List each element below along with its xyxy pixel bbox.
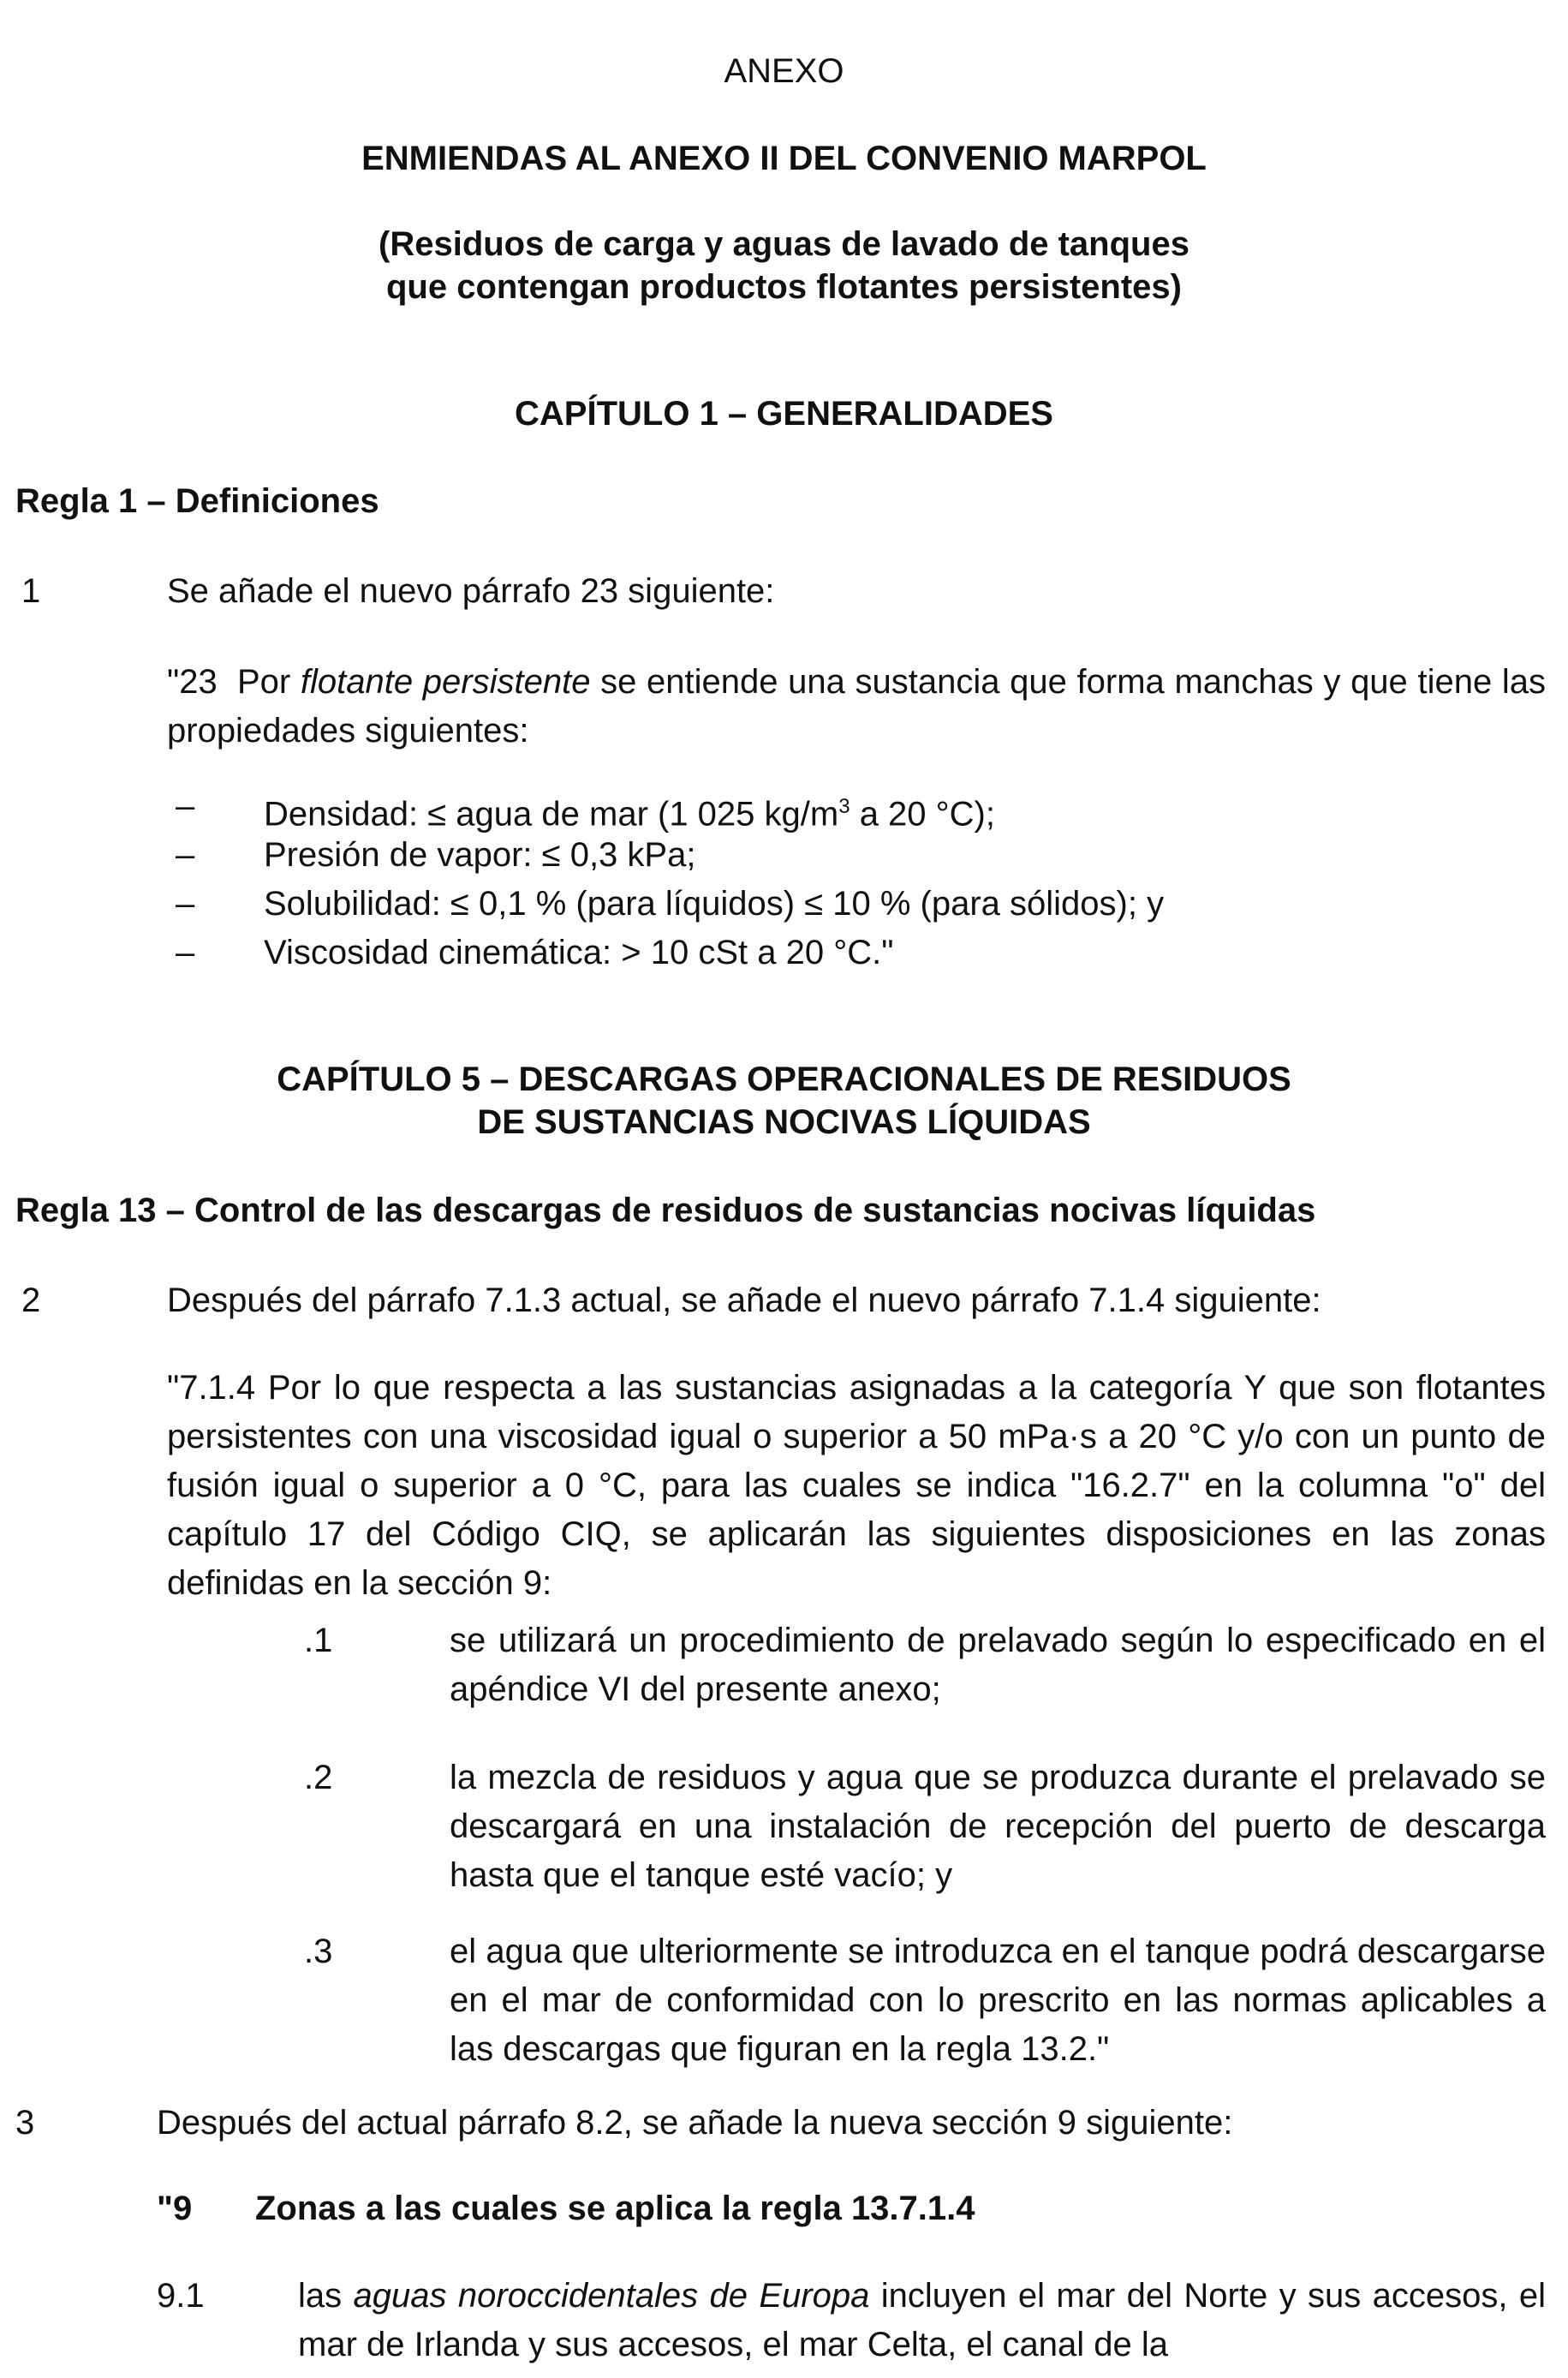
paragraph-23-rest: se entiende una sustancia que forma manchas y que tiene las propiedades siguientes: [167, 663, 1546, 750]
section-9-title: Zonas a las cuales se aplica la regla 13.7.1.4 [255, 2190, 975, 2227]
superscript-3: 3 [838, 795, 850, 818]
item-number: .3 [304, 1933, 333, 1970]
chapter-5-heading-line-2: DE SUSTANCIAS NOCIVAS LÍQUIDAS [477, 1103, 1091, 1141]
paragraph-9-1 [298, 2272, 1546, 2369]
chapter-1-heading: CAPÍTULO 1 – GENERALIDADES [515, 395, 1053, 433]
property-density-text: Densidad: ≤ agua de mar (1 025 kg/m [264, 795, 839, 833]
item-number: .2 [304, 1759, 333, 1796]
amendment-1-text: Se añade el nuevo párrafo 23 siguiente: [167, 572, 775, 610]
item-number: .1 [304, 1622, 333, 1659]
property-density-end: a 20 °C); [850, 795, 995, 833]
bullet-dash: – [176, 934, 195, 971]
amendment-number-3: 3 [15, 2104, 35, 2142]
subtitle-line-2: que contengan productos flotantes persistentes) [385, 268, 1182, 306]
chapter-5-heading-line-1: CAPÍTULO 5 – DESCARGAS OPERACIONALES DE RESIDUOS [277, 1061, 1291, 1098]
subtitle-line-1: (Residuos de carga y aguas de lavado de tanques [379, 225, 1189, 263]
amendment-number-1: 1 [21, 572, 41, 610]
paragraph-23 [167, 658, 1546, 756]
bullet-dash: – [176, 885, 195, 923]
paragraph-number-9-1: 9.1 [157, 2277, 205, 2315]
property-solubility: Solubilidad: ≤ 0,1 % (para líquidos) ≤ 10 % (para sólidos); y [264, 885, 1165, 923]
bullet-dash: – [176, 787, 195, 825]
term-aguas-noroccidentales: aguas noroccidentales de Europa [353, 2277, 870, 2315]
paragraph-9-1-lead: las [298, 2277, 354, 2315]
item-text: la mezcla de residuos y agua que se produzca durante el prelavado se descargará en una instalación de recepción del puerto de descarga hasta que el tanque esté vacío; y [450, 1759, 1546, 1894]
rule-1-heading: Regla 1 – Definiciones [15, 482, 379, 520]
item-text: se utilizará un procedimiento de prelavado según lo especificado en el apéndice VI del presente anexo; [450, 1622, 1546, 1708]
section-9-number: "9 [157, 2190, 193, 2227]
rule-13-heading: Regla 13 – Control de las descargas de residuos de sustancias nocivas líquidas [15, 1192, 1316, 1229]
item-text: el agua que ulteriormente se introduzca en el tanque podrá descargarse en el mar de conformidad con lo prescrito en las normas aplicables a las descargas que figuran en la regla 13.2." [450, 1933, 1546, 2068]
amendment-3-text: Después del actual párrafo 8.2, se añade la nueva sección 9 siguiente: [157, 2104, 1233, 2142]
paragraph-9-1-rest: incluyen el mar del Norte y sus accesos, el mar de Irlanda y sus accesos, el mar Celta, el canal de la [298, 2277, 1547, 2363]
property-viscosity: Viscosidad cinemática: > 10 cSt a 20 °C." [264, 934, 894, 971]
document-title: ENMIENDAS AL ANEXO II DEL CONVENIO MARPOL [361, 140, 1207, 177]
paragraph-7-1-4: "7.1.4 Por lo que respecta a las sustancias asignadas a la categoría Y que son flotantes persistentes con una viscosidad igual o superior a 50 mPa·s a 20 °C y/o con un punto de fusión igual o superior a 0 °C, para las cuales se indica "16.2.7" en la columna "o" del capítulo 17 del Código CIQ, se aplicarán las siguientes disposiciones en las zonas definidas en la sección 9: [167, 1369, 1546, 1602]
annex-heading: ANEXO [724, 52, 844, 90]
term-flotante-persistente: flotante persistente [300, 663, 591, 701]
bullet-dash: – [176, 836, 195, 874]
amendment-2-text: Después del párrafo 7.1.3 actual, se añade el nuevo párrafo 7.1.4 siguiente: [167, 1282, 1321, 1319]
amendment-number-2: 2 [21, 1282, 41, 1319]
property-vapor-pressure: Presión de vapor: ≤ 0,3 kPa; [264, 836, 696, 874]
paragraph-23-lead: "23 Por [167, 663, 301, 701]
